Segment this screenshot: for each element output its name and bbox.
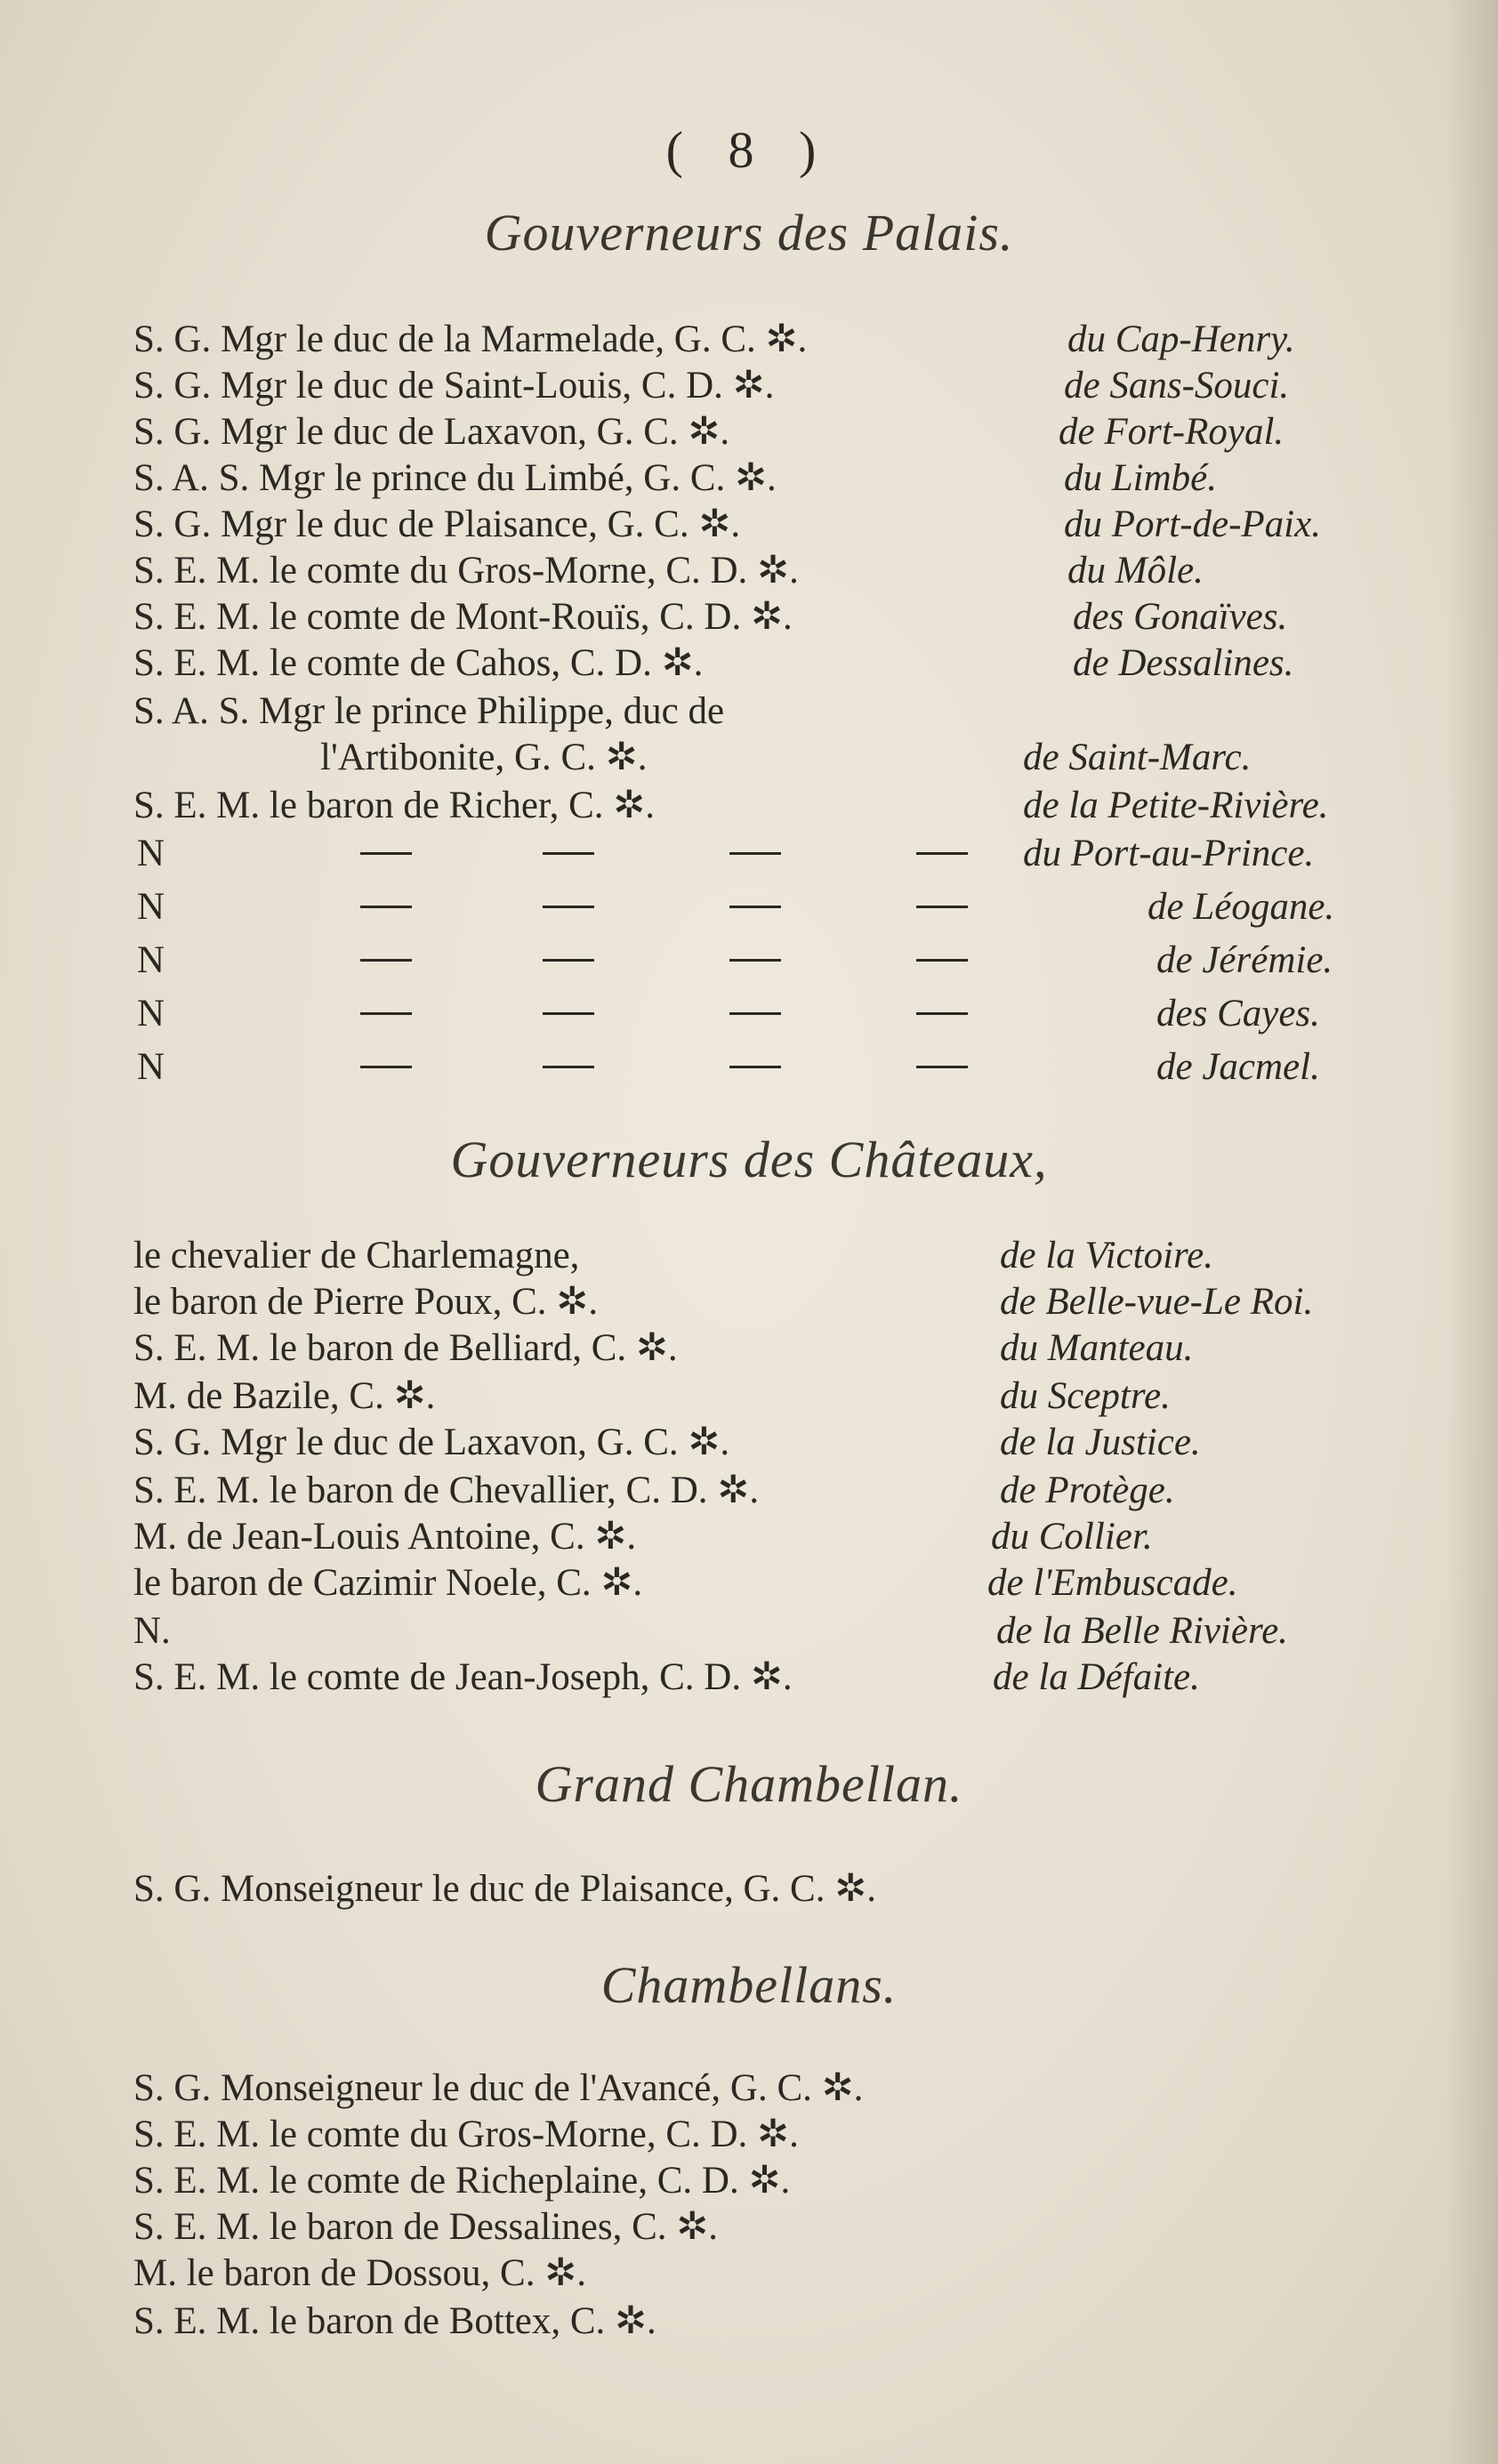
entry-name: le baron de Cazimir Noele, C. ✲. (133, 1562, 643, 1604)
dash (360, 852, 412, 855)
entry-place: de la Défaite. (993, 1656, 1200, 1698)
palais-entry (133, 594, 1379, 640)
page-number: ( 8 ) (665, 121, 833, 179)
entry-place: de la Victoire. (1000, 1235, 1214, 1276)
entry-place: du Cap-Henry. (1067, 318, 1295, 360)
entry-place: de Fort-Royal. (1059, 411, 1285, 453)
dash (729, 906, 781, 908)
chateaux-entry (133, 1514, 1379, 1560)
chateaux-entry (133, 1608, 1379, 1655)
entry-name: S. G. Mgr le duc de Laxavon, G. C. ✲. (133, 411, 730, 453)
chateaux-entry (133, 1279, 1379, 1325)
entry-name: S. E. M. le comte du Gros-Morne, C. D. ✲. (133, 2114, 799, 2155)
entry-name: S. G. Mgr le duc de Plaisance, G. C. ✲. (133, 503, 741, 545)
entry-name: S. E. M. le comte de Richeplaine, C. D. ✲. (133, 2160, 791, 2202)
palais-entry-vacant (133, 884, 1379, 930)
chateaux-entry (133, 1325, 1379, 1372)
entry-place: de Sans-Souci. (1064, 365, 1290, 407)
entry-name: N (137, 1046, 165, 1088)
entry-place: de Saint-Marc. (1023, 737, 1252, 778)
dash (729, 1066, 781, 1068)
palais-entry-vacant (133, 1044, 1379, 1091)
entry-place: de Jacmel. (1156, 1046, 1320, 1088)
section-title-chambellans: Chambellans. (600, 1956, 898, 2014)
entry-name: S. G. Monseigneur le duc de Plaisance, G. C. ✲. (133, 1868, 876, 1910)
entry-place: du Limbé. (1064, 457, 1217, 499)
entry-name: S. A. S. Mgr le prince Philippe, duc de (133, 690, 725, 732)
entry-name: N. (133, 1610, 171, 1652)
entry-place: du Port-de-Paix. (1064, 503, 1321, 545)
chateaux-entry (133, 1468, 1379, 1514)
entry-name: M. de Jean-Louis Antoine, C. ✲. (133, 1516, 637, 1558)
chambellans-entry (133, 2204, 1379, 2251)
entry-name: S. E. M. le baron de Bottex, C. ✲. (133, 2300, 656, 2342)
dash (543, 1012, 594, 1015)
entry-name: le baron de Pierre Poux, C. ✲. (133, 1281, 599, 1323)
chateaux-entry (133, 1373, 1379, 1420)
entry-place: de la Justice. (1000, 1421, 1201, 1463)
palais-entry-vacant (133, 831, 1379, 877)
dash (543, 1066, 594, 1068)
entry-place: du Port-au-Prince. (1023, 833, 1315, 874)
chambellans-entry (133, 2112, 1379, 2158)
entry-place: de Protège. (1000, 1470, 1175, 1511)
entry-place: de la Petite-Rivière. (1023, 785, 1329, 826)
entry-place: du Sceptre. (1000, 1375, 1171, 1417)
dash (729, 1012, 781, 1015)
entry-place: de la Belle Rivière. (996, 1610, 1288, 1652)
entry-place: de Belle-vue-Le Roi. (1000, 1281, 1314, 1323)
dash (360, 959, 412, 962)
palais-entry (133, 640, 1379, 687)
section-title-palais: Gouverneurs des Palais. (484, 204, 1014, 262)
palais-entry-vacant (133, 991, 1379, 1037)
palais-entry (133, 363, 1379, 409)
section-title-chateaux: Gouverneurs des Châteaux, (450, 1131, 1048, 1188)
entry-name: S. G. Mgr le duc de Saint-Louis, C. D. ✲. (133, 365, 775, 407)
vacant-dashes (133, 831, 1023, 877)
dash (360, 1066, 412, 1068)
dash (543, 906, 594, 908)
chambellans-entry (133, 2299, 1379, 2345)
vacant-dashes (133, 991, 1023, 1037)
entry-name: S. G. Monseigneur le duc de l'Avancé, G. C. ✲. (133, 2067, 864, 2109)
entry-name: N (137, 993, 165, 1035)
entry-name: M. de Bazile, C. ✲. (133, 1375, 436, 1417)
entry-name: M. le baron de Dossou, C. ✲. (133, 2252, 586, 2294)
palais-entry (133, 455, 1379, 502)
entry-name: le chevalier de Charlemagne, (133, 1235, 580, 1276)
dash (916, 852, 968, 855)
chateaux-entry (133, 1560, 1379, 1606)
vacant-dashes (133, 1044, 1023, 1091)
entry-place: du Collier. (991, 1516, 1153, 1558)
entry-place: de Jérémie. (1156, 939, 1333, 981)
entry-place: de Dessalines. (1073, 642, 1294, 684)
entry-name: S. E. M. le comte de Mont-Rouïs, C. D. ✲. (133, 596, 793, 638)
dash (360, 1012, 412, 1015)
section-title-grand-chambellan: Grand Chambellan. (535, 1755, 963, 1813)
dash (729, 852, 781, 855)
dash (543, 959, 594, 962)
chambellans-entry (133, 2251, 1379, 2297)
dash (916, 959, 968, 962)
dash (916, 906, 968, 908)
dash (360, 906, 412, 908)
vacant-dashes (133, 938, 1023, 984)
chateaux-entry (133, 1420, 1379, 1466)
entry-name: S. G. Mgr le duc de Laxavon, G. C. ✲. (133, 1421, 730, 1463)
entry-place: des Cayes. (1156, 993, 1320, 1035)
entry-name: S. E. M. le comte du Gros-Morne, C. D. ✲. (133, 550, 799, 592)
dash (916, 1012, 968, 1015)
dash (729, 959, 781, 962)
entry-name: S. E. M. le baron de Chevallier, C. D. ✲. (133, 1470, 760, 1511)
page-edge-shadow (1445, 0, 1498, 2464)
palais-entry (133, 783, 1379, 829)
palais-entry (133, 548, 1379, 594)
entry-place: du Môle. (1067, 550, 1204, 592)
entry-place: de Léogane. (1148, 886, 1335, 928)
entry-name: N (137, 886, 165, 928)
dash (916, 1066, 968, 1068)
palais-entry (133, 502, 1379, 548)
entry-name: N (137, 833, 165, 874)
entry-name: S. A. S. Mgr le prince du Limbé, G. C. ✲. (133, 457, 777, 499)
palais-entry (133, 409, 1379, 455)
entry-name: S. E. M. le comte de Jean-Joseph, C. D. ✲. (133, 1656, 793, 1698)
chateaux-entry (133, 1233, 1379, 1279)
vacant-dashes (133, 884, 1023, 930)
entry-place: du Manteau. (1000, 1327, 1194, 1369)
entry-place: des Gonaïves. (1073, 596, 1288, 638)
entry-place: de l'Embuscade. (987, 1562, 1238, 1604)
grand-chambellan-entry (133, 1866, 1379, 1912)
entry-name: S. E. M. le comte de Cahos, C. D. ✲. (133, 642, 704, 684)
entry-name: S. E. M. le baron de Richer, C. ✲. (133, 785, 656, 826)
entry-name: S. E. M. le baron de Dessalines, C. ✲. (133, 2206, 719, 2248)
entry-name: S. E. M. le baron de Belliard, C. ✲. (133, 1327, 678, 1369)
palais-entry (133, 688, 1379, 735)
palais-entry (133, 317, 1379, 363)
chateaux-entry (133, 1655, 1379, 1701)
entry-name: N (137, 939, 165, 981)
palais-entry-vacant (133, 938, 1379, 984)
entry-name: S. G. Mgr le duc de la Marmelade, G. C. ✲. (133, 318, 808, 360)
palais-entry (133, 735, 1379, 781)
chambellans-entry (133, 2065, 1379, 2112)
dash (543, 852, 594, 855)
entry-name: l'Artibonite, G. C. ✲. (320, 737, 648, 778)
chambellans-entry (133, 2158, 1379, 2204)
